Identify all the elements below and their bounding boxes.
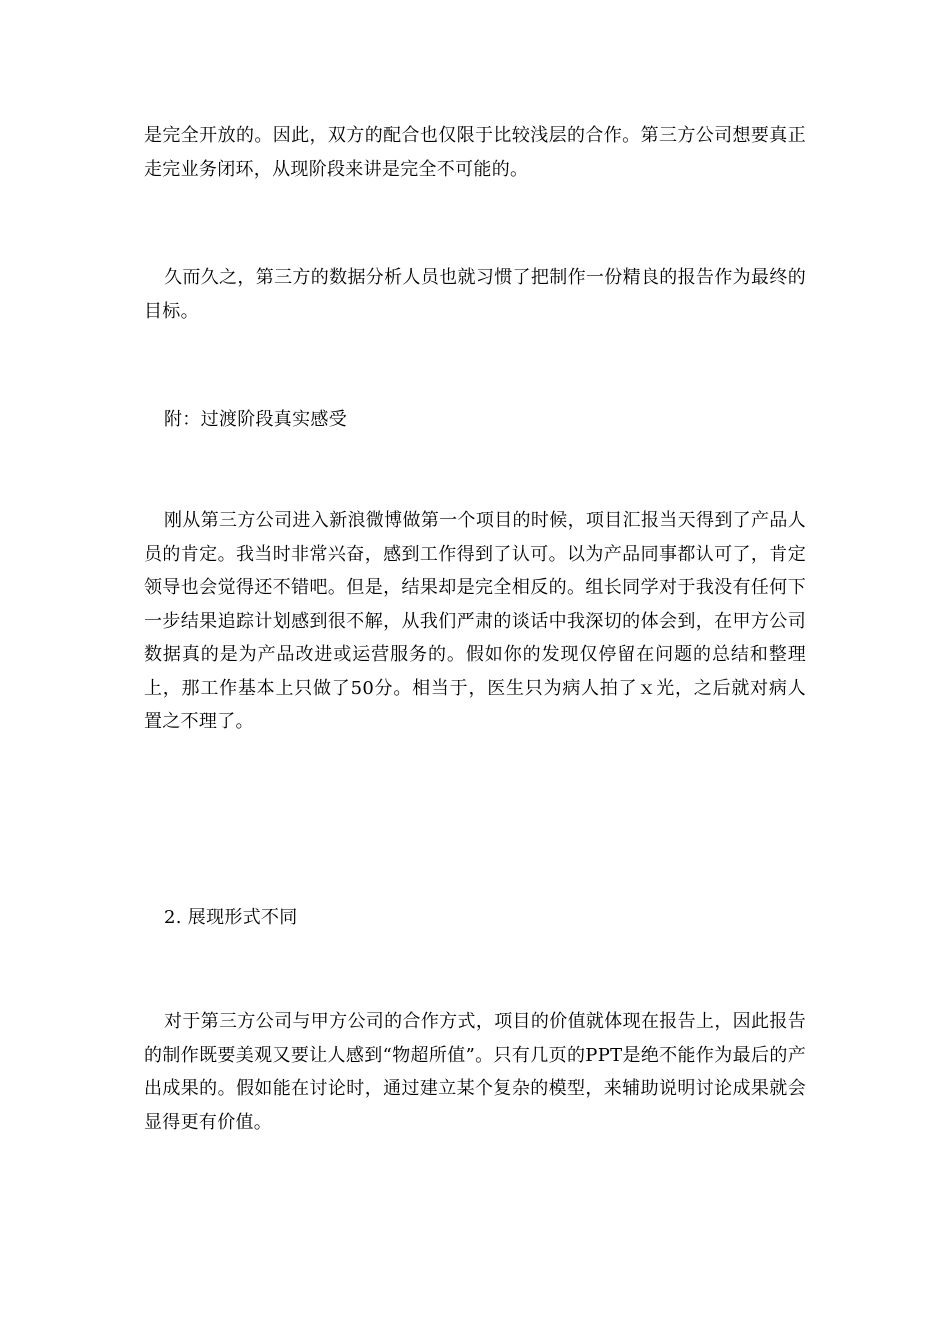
section-heading-appendix: 附：过渡阶段真实感受 — [164, 409, 347, 430]
paragraph-final-goal: 久而久之，第三方的数据分析人员也就习惯了把制作一份精良的报告作为最终的目标。 — [144, 267, 806, 322]
paragraph-presentation-form: 对于第三方公司与甲方公司的合作方式，项目的价值就体现在报告上，因此报告的制作既要美观又要让人感到“物超所值”。只有几页的PPT是绝不能作为最后的产出成果的。假如能在讨论时，通过建立某个复杂的模型，来辅助说明讨论成果就会显得更有价值。 — [144, 1011, 806, 1133]
section-heading-presentation: 2. 展现形式不同 — [164, 907, 298, 928]
paragraph-continuation: 是完全开放的。因此，双方的配合也仅限于比较浅层的合作。第三方公司想要真正走完业务闭环，从现阶段来讲是完全不可能的。 — [144, 125, 806, 180]
paragraph-personal-experience: 刚从第三方公司进入新浪微博做第一个项目的时候，项目汇报当天得到了产品人员的肯定。我当时非常兴奋，感到工作得到了认可。以为产品同事都认可了，肯定领导也会觉得还不错吧。但是，结果却是完全相反的。组长同学对于我没有任何下一步结果追踪计划感到很不解，从我们严肃的谈话中我深切的体会到，在甲方公司数据真的是为产品改进或运营服务的。假如你的发现仅停留在问题的总结和整理上，那工作基本上只做了50分。相当于，医生只为病人拍了ｘ光，之后就对病人置之不理了。 — [144, 510, 806, 732]
